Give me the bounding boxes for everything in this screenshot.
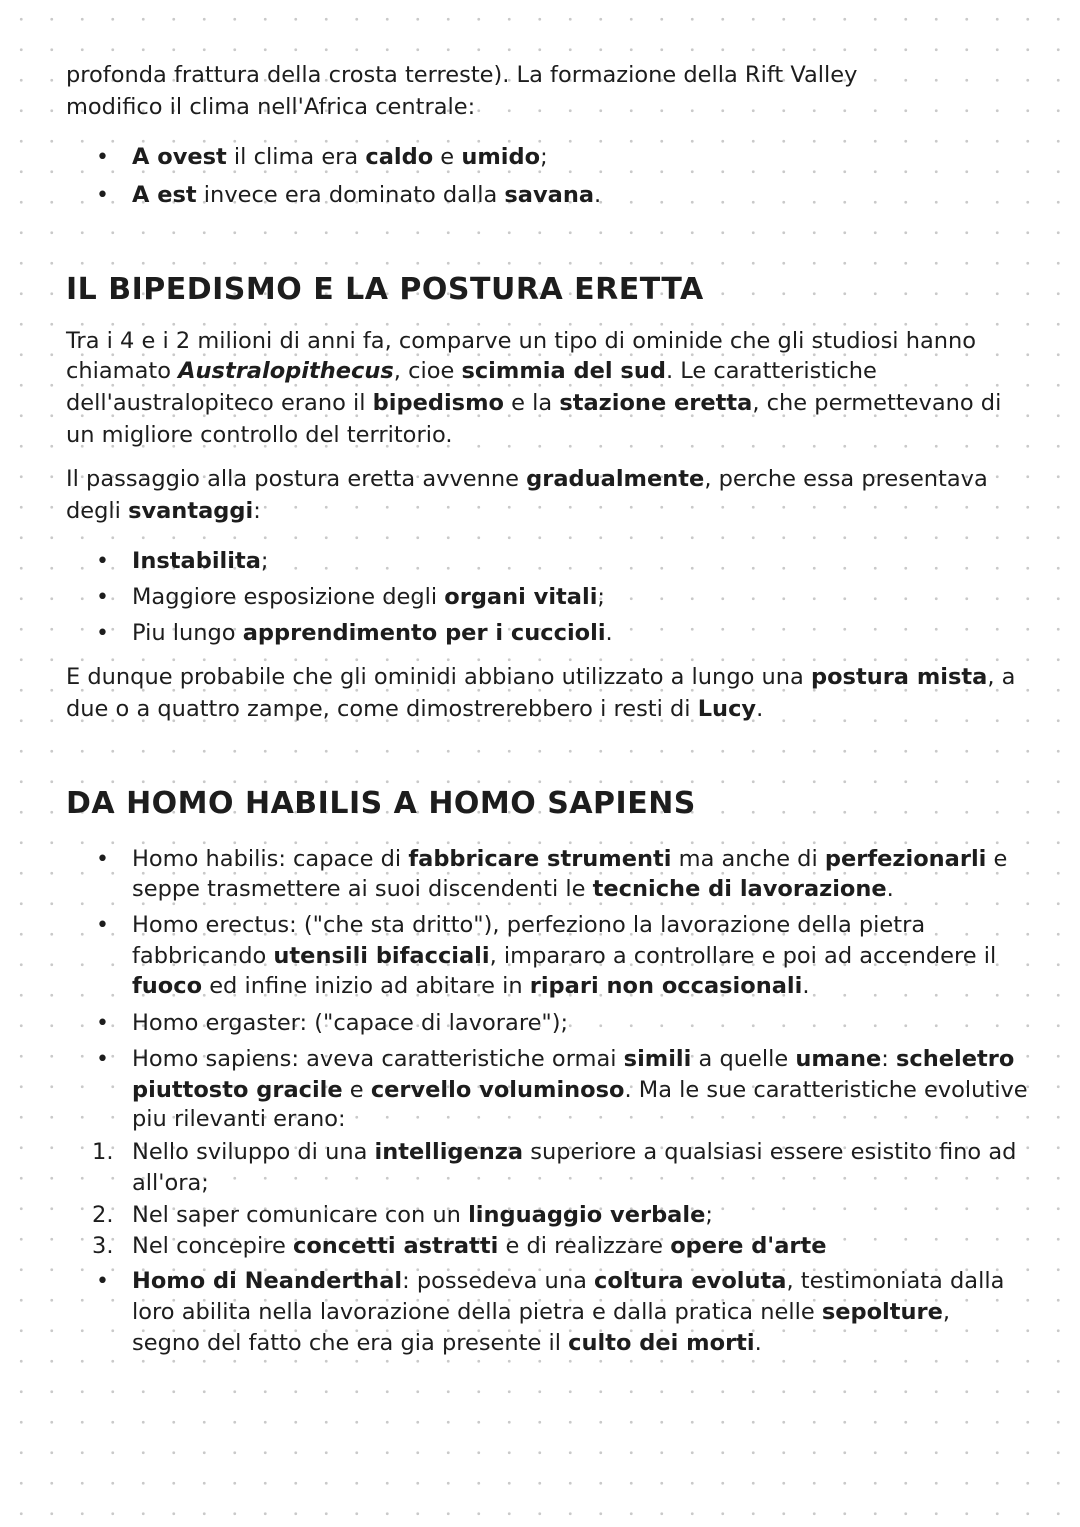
bullet-marker: • <box>96 1047 109 1072</box>
list-item-erectus-cont: fuoco ed infine inizio ad abitare in ripari non occasionali. <box>132 973 810 999</box>
list-item-habilis: Homo habilis: capace di fabbricare strumenti ma anche di perfezionarli e <box>132 846 1008 872</box>
bullet-marker: • <box>96 1269 109 1294</box>
list-number: 3. <box>92 1233 114 1259</box>
list-item-erectus: Homo erectus: ("che sta dritto"), perfeziono la lavorazione della pietra <box>132 912 926 938</box>
bullet-marker: • <box>96 913 109 938</box>
paragraph-line: chiamato Australopithecus, cioe scimmia del sud. Le caratteristiche <box>66 358 877 384</box>
bullet-marker: • <box>96 549 109 574</box>
bullet-marker: • <box>96 183 109 208</box>
list-item-west: A ovest il clima era caldo e umido; <box>132 144 548 170</box>
list-item-sapiens-cont: piu rilevanti erano: <box>132 1106 346 1132</box>
paragraph-line: degli svantaggi: <box>66 498 261 524</box>
list-item-neanderthal: Homo di Neanderthal: possedeva una coltura evoluta, testimoniata dalla <box>132 1268 1005 1294</box>
numbered-item-cont: all'ora; <box>132 1170 209 1196</box>
paragraph-line: due o a quattro zampe, come dimostrerebbero i resti di Lucy. <box>66 696 764 722</box>
intro-line-1: profonda frattura della crosta terreste). La formazione della Rift Valley <box>66 62 858 88</box>
bullet-marker: • <box>96 585 109 610</box>
section-heading-bipedismo: IL BIPEDISMO E LA POSTURA ERETTA <box>66 272 704 307</box>
list-number: 1. <box>92 1139 114 1165</box>
list-item-neanderthal-cont: loro abilita nella lavorazione della pietra e dalla pratica nelle sepolture, <box>132 1299 951 1325</box>
list-item-cuccioli: Piu lungo apprendimento per i cuccioli. <box>132 620 613 646</box>
list-item-east: A est invece era dominato dalla savana. <box>132 182 602 208</box>
list-number: 2. <box>92 1202 114 1228</box>
paragraph-line: un migliore controllo del territorio. <box>66 422 453 448</box>
bullet-marker: • <box>96 621 109 646</box>
list-item-organi: Maggiore esposizione degli organi vitali; <box>132 584 606 610</box>
bullet-marker: • <box>96 145 109 170</box>
paragraph-line: Tra i 4 e i 2 milioni di anni fa, comparve un tipo di ominide che gli studiosi hanno <box>66 328 977 354</box>
list-item-neanderthal-cont: segno del fatto che era gia presente il culto dei morti. <box>132 1330 762 1356</box>
list-item-sapiens: Homo sapiens: aveva caratteristiche ormai simili a quelle umane: scheletro <box>132 1046 1015 1072</box>
numbered-item-linguaggio: Nel saper comunicare con un linguaggio verbale; <box>132 1202 713 1228</box>
bullet-marker: • <box>96 1011 109 1036</box>
paragraph-line: dell'australopiteco erano il bipedismo e la stazione eretta, che permettevano di <box>66 390 1002 416</box>
paragraph-line: Il passaggio alla postura eretta avvenne gradualmente, perche essa presentava <box>66 466 988 492</box>
bullet-marker: • <box>96 847 109 872</box>
list-item-instabilita: Instabilita; <box>132 548 269 574</box>
list-item-sapiens-cont: piuttosto gracile e cervello voluminoso. Ma le sue caratteristiche evolutive <box>132 1077 1028 1103</box>
list-item-habilis-cont: seppe trasmettere ai suoi discendenti le tecniche di lavorazione. <box>132 876 894 902</box>
list-item-erectus-cont: fabbricando utensili bifacciali, impararo a controllare e poi ad accendere il <box>132 943 997 969</box>
numbered-item-intelligenza: Nello sviluppo di una intelligenza superiore a qualsiasi essere esistito fino ad <box>132 1139 1017 1165</box>
section-heading-homo: DA HOMO HABILIS A HOMO SAPIENS <box>66 786 696 821</box>
numbered-item-concetti: Nel concepire concetti astratti e di realizzare opere d'arte <box>132 1233 827 1259</box>
list-item-ergaster: Homo ergaster: ("capace di lavorare"); <box>132 1010 569 1036</box>
intro-line-2: modifico il clima nell'Africa centrale: <box>66 94 476 120</box>
paragraph-line: E dunque probabile che gli ominidi abbiano utilizzato a lungo una postura mista, a <box>66 664 1016 690</box>
